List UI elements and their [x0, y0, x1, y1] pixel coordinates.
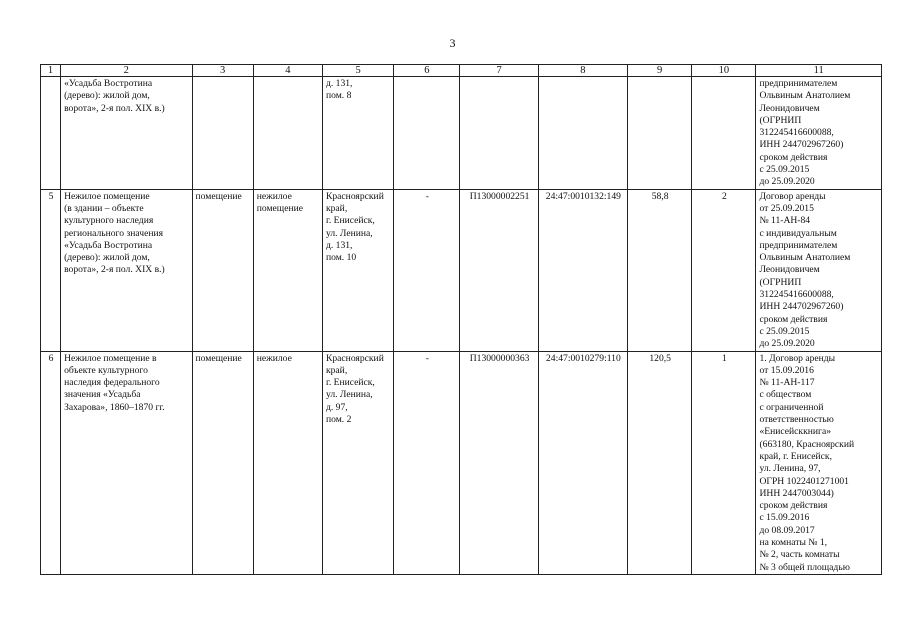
area-cell: [628, 77, 692, 190]
area-cell: 120,5: [628, 351, 692, 574]
floor-cell: 2: [692, 189, 756, 351]
column-header: 10: [692, 65, 756, 77]
registry-table: [40, 64, 882, 575]
cadastral-number-cell: 24:47:0010132:149: [538, 189, 627, 351]
page-number: 3: [449, 36, 456, 50]
col6-cell: [394, 77, 460, 190]
col6-cell: -: [394, 351, 460, 574]
address-cell: Красноярский край, г. Енисейск, ул. Ленина, д. 97, пом. 2: [322, 351, 393, 574]
object-kind-cell: нежилое: [253, 351, 322, 574]
column-header: 1: [41, 65, 61, 77]
column-header: 3: [192, 65, 253, 77]
encumbrance-cell: Договор аренды от 25.09.2015 № 11-АН-84 с индивидуальным предпринимателем Ольвиным Анатолием Леонидовичем (ОГРНИП 312245416600088, ИНН 244702967260) сроком действия с 25.09.2015 до 25.09.2020: [756, 189, 882, 351]
address-cell: Красноярский край, г. Енисейск, ул. Ленина, д. 131, пом. 10: [322, 189, 393, 351]
cadastral-number-cell: [538, 77, 627, 190]
registry-number-cell: [460, 77, 538, 190]
object-kind-cell: нежилое помещение: [253, 189, 322, 351]
table-row: [41, 351, 882, 574]
table-row: [41, 189, 882, 351]
object-kind-cell: [253, 77, 322, 190]
col6-cell: -: [394, 189, 460, 351]
column-header: 7: [460, 65, 538, 77]
encumbrance-cell: 1. Договор аренды от 15.09.2016 № 11-АН-117 с обществом с ограниченной ответственностью «Енисейсккнига» (663180, Красноярский край, г. Енисейск, ул. Ленина, 97, ОГРН 1022401271001 ИНН 2447003044) сроком действия с 15.09.2016 до 08.09.2017 на комнаты № 1, № 2, часть комнаты № 3 общей площадью: [756, 351, 882, 574]
object-type-cell: [192, 77, 253, 190]
encumbrance-cell: предпринимателем Ольвиным Анатолием Леонидовичем (ОГРНИП 312245416600088, ИНН 244702967260) сроком действия с 25.09.2015 до 25.09.2020: [756, 77, 882, 190]
object-name-cell: Нежилое помещение в объекте культурного наследия федерального значения «Усадьба Захарова», 1860–1870 гг.: [61, 351, 192, 574]
floor-cell: [692, 77, 756, 190]
column-header: 9: [628, 65, 692, 77]
object-type-cell: помещение: [192, 189, 253, 351]
cadastral-number-cell: 24:47:0010279:110: [538, 351, 627, 574]
row-number: 6: [41, 351, 61, 574]
row-number: [41, 77, 61, 190]
object-type-cell: помещение: [192, 351, 253, 574]
column-header: 6: [394, 65, 460, 77]
registry-number-cell: П13000002251: [460, 189, 538, 351]
object-name-cell: Нежилое помещение (в здании – объекте культурного наследия регионального значения «Усадьба Востротина (дерево): жилой дом, ворота», 2-я пол. XIX в.): [61, 189, 192, 351]
address-cell: д. 131, пом. 8: [322, 77, 393, 190]
column-header: 8: [538, 65, 627, 77]
floor-cell: 1: [692, 351, 756, 574]
registry-number-cell: П13000000363: [460, 351, 538, 574]
column-header: 2: [61, 65, 192, 77]
row-number: 5: [41, 189, 61, 351]
table-row: [41, 77, 882, 190]
column-header: 11: [756, 65, 882, 77]
column-header: 5: [322, 65, 393, 77]
area-cell: 58,8: [628, 189, 692, 351]
column-header: 4: [253, 65, 322, 77]
object-name-cell: «Усадьба Востротина (дерево): жилой дом, ворота», 2-я пол. XIX в.): [61, 77, 192, 190]
header-row: [41, 65, 882, 77]
